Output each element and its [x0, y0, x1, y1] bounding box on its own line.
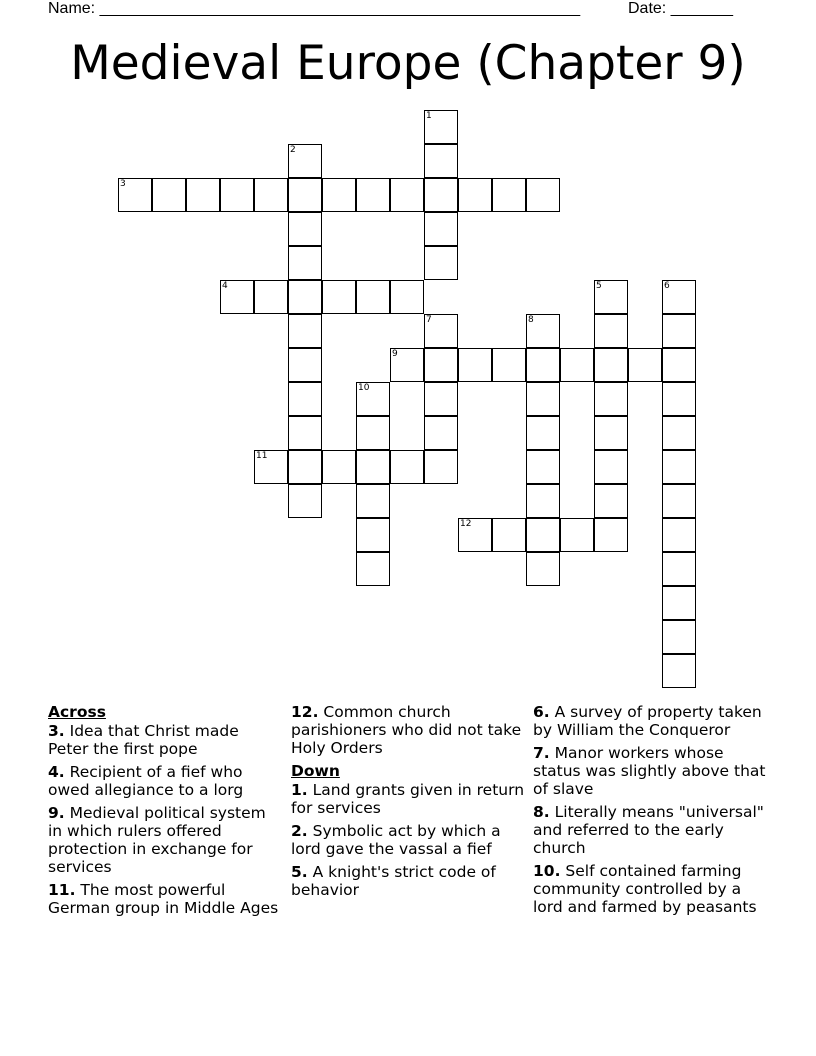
crossword-cell[interactable]	[526, 178, 560, 212]
crossword-cell[interactable]	[390, 280, 424, 314]
crossword-cell[interactable]	[594, 382, 628, 416]
clue-text: Land grants given in return for services	[291, 781, 525, 817]
crossword-cell[interactable]	[594, 518, 628, 552]
clue-number: 1.	[291, 781, 308, 799]
crossword-cell[interactable]	[424, 416, 458, 450]
cell-number: 6	[664, 281, 670, 291]
crossword-cell[interactable]	[152, 178, 186, 212]
crossword-cell[interactable]	[424, 382, 458, 416]
crossword-cell[interactable]	[186, 178, 220, 212]
crossword-cell[interactable]	[288, 416, 322, 450]
clue-number: 9.	[48, 804, 65, 822]
clue-down-5	[291, 863, 526, 899]
crossword-cell[interactable]	[356, 484, 390, 518]
crossword-cell[interactable]	[288, 280, 322, 314]
crossword-cell[interactable]	[288, 212, 322, 246]
crossword-cell[interactable]	[662, 416, 696, 450]
crossword-cell[interactable]	[424, 314, 458, 348]
cell-number: 3	[120, 179, 126, 189]
crossword-cell[interactable]	[526, 518, 560, 552]
crossword-cell[interactable]	[390, 178, 424, 212]
crossword-cell[interactable]	[288, 382, 322, 416]
clue-column-1	[48, 703, 283, 922]
crossword-cell[interactable]	[526, 416, 560, 450]
crossword-cell[interactable]	[424, 246, 458, 280]
crossword-cell[interactable]	[356, 416, 390, 450]
crossword-cell[interactable]	[356, 178, 390, 212]
clue-column-3	[533, 703, 768, 921]
clue-down-6	[533, 703, 768, 739]
crossword-cell[interactable]	[492, 518, 526, 552]
crossword-cell[interactable]	[594, 484, 628, 518]
crossword-cell[interactable]	[424, 212, 458, 246]
clue-number: 11.	[48, 881, 76, 899]
clue-text: Idea that Christ made Peter the first pope	[48, 722, 239, 758]
crossword-cell[interactable]	[662, 654, 696, 688]
clue-text: Literally means "universal" and referred to the early church	[533, 803, 764, 857]
cell-number: 11	[256, 451, 268, 461]
crossword-cell[interactable]	[560, 518, 594, 552]
crossword-cell[interactable]	[458, 348, 492, 382]
crossword-cell[interactable]	[288, 348, 322, 382]
cell-number: 2	[290, 145, 296, 155]
crossword-cell[interactable]	[254, 178, 288, 212]
clue-down-10	[533, 862, 768, 916]
clue-down-2	[291, 822, 526, 858]
clue-across-4	[48, 763, 283, 799]
crossword-cell[interactable]	[526, 450, 560, 484]
crossword-cell[interactable]	[390, 348, 424, 382]
crossword-cell[interactable]	[288, 144, 322, 178]
clue-text: The most powerful German group in Middle Ages	[48, 881, 279, 917]
crossword-cell[interactable]	[492, 348, 526, 382]
crossword-cell[interactable]	[288, 178, 322, 212]
cell-number: 5	[596, 281, 602, 291]
crossword-cell[interactable]	[356, 450, 390, 484]
clue-text: Medieval political system in which rulers offered protection in exchange for services	[48, 804, 266, 876]
crossword-cell[interactable]	[662, 586, 696, 620]
clue-number: 8.	[533, 803, 550, 821]
crossword-cell[interactable]	[526, 382, 560, 416]
crossword-cell[interactable]	[254, 280, 288, 314]
clue-number: 10.	[533, 862, 561, 880]
clue-across-11	[48, 881, 283, 917]
page-title: Medieval Europe (Chapter 9)	[70, 36, 746, 91]
crossword-cell[interactable]	[254, 450, 288, 484]
crossword-cell[interactable]	[356, 518, 390, 552]
crossword-cell[interactable]	[594, 314, 628, 348]
crossword-cell[interactable]	[322, 178, 356, 212]
clue-text: Self contained farming community controlled by a lord and farmed by peasants	[533, 862, 757, 916]
crossword-cell[interactable]	[458, 178, 492, 212]
crossword-cell[interactable]	[288, 450, 322, 484]
cell-number: 9	[392, 349, 398, 359]
crossword-cell[interactable]	[424, 144, 458, 178]
crossword-cell[interactable]	[322, 280, 356, 314]
clue-text: A survey of property taken by William the Conqueror	[533, 703, 762, 739]
crossword-cell[interactable]	[424, 450, 458, 484]
cell-number: 8	[528, 315, 534, 325]
crossword-cell[interactable]	[662, 620, 696, 654]
crossword-cell[interactable]	[220, 280, 254, 314]
crossword-cell[interactable]	[526, 348, 560, 382]
crossword-cell[interactable]	[628, 348, 662, 382]
crossword-cell[interactable]	[662, 450, 696, 484]
clue-down-7	[533, 744, 768, 798]
crossword-cell[interactable]	[594, 348, 628, 382]
crossword-cell[interactable]	[662, 348, 696, 382]
crossword-cell[interactable]	[662, 484, 696, 518]
crossword-cell[interactable]	[220, 178, 254, 212]
crossword-cell[interactable]	[288, 484, 322, 518]
clue-column-2	[291, 703, 526, 904]
crossword-cell[interactable]	[594, 416, 628, 450]
clue-number: 7.	[533, 744, 550, 762]
crossword-cell[interactable]	[594, 450, 628, 484]
crossword-cell[interactable]	[322, 450, 356, 484]
crossword-cell[interactable]	[118, 178, 152, 212]
crossword-cell[interactable]	[594, 280, 628, 314]
clue-across-3	[48, 722, 283, 758]
crossword-cell[interactable]	[526, 314, 560, 348]
across-heading: Across	[48, 703, 106, 721]
crossword-cell[interactable]	[356, 552, 390, 586]
clue-text: A knight's strict code of behavior	[291, 863, 496, 899]
crossword-cell[interactable]	[288, 314, 322, 348]
crossword-cell[interactable]	[662, 552, 696, 586]
name-field[interactable]: Name: ______________________________________________________	[48, 0, 581, 17]
crossword-cell[interactable]	[288, 246, 322, 280]
crossword-cell[interactable]	[458, 518, 492, 552]
cell-number: 1	[426, 111, 432, 121]
clue-number: 6.	[533, 703, 550, 721]
crossword-cell[interactable]	[662, 382, 696, 416]
clue-number: 5.	[291, 863, 308, 881]
crossword-cell[interactable]	[662, 518, 696, 552]
clue-text: Common church parishioners who did not take Holy Orders	[291, 703, 522, 757]
crossword-cell[interactable]	[424, 178, 458, 212]
clue-number: 3.	[48, 722, 65, 740]
crossword-cell[interactable]	[526, 552, 560, 586]
clue-number: 12.	[291, 703, 319, 721]
down-heading: Down	[291, 762, 340, 780]
crossword-cell[interactable]	[526, 484, 560, 518]
clue-across-12	[291, 703, 526, 757]
crossword-cell[interactable]	[662, 314, 696, 348]
crossword-cell[interactable]	[356, 382, 390, 416]
crossword-cell[interactable]	[356, 280, 390, 314]
crossword-cell[interactable]	[492, 178, 526, 212]
clue-number: 2.	[291, 822, 308, 840]
cell-number: 12	[460, 519, 472, 529]
clue-text: Manor workers whose status was slightly above that of slave	[533, 744, 766, 798]
crossword-cell[interactable]	[424, 110, 458, 144]
crossword-cell[interactable]	[424, 348, 458, 382]
cell-number: 10	[358, 383, 370, 393]
crossword-cell[interactable]	[560, 348, 594, 382]
crossword-cell[interactable]	[662, 280, 696, 314]
clue-text: Recipient of a fief who owed allegiance to a lorg	[48, 763, 244, 799]
crossword-cell[interactable]	[390, 450, 424, 484]
clue-across-9	[48, 804, 283, 876]
clue-number: 4.	[48, 763, 65, 781]
cell-number: 4	[222, 281, 228, 291]
clue-down-8	[533, 803, 768, 857]
date-field[interactable]: Date: _______	[628, 0, 733, 17]
clue-down-1	[291, 781, 526, 817]
cell-number: 7	[426, 315, 432, 325]
clue-text: Symbolic act by which a lord gave the vassal a fief	[291, 822, 501, 858]
